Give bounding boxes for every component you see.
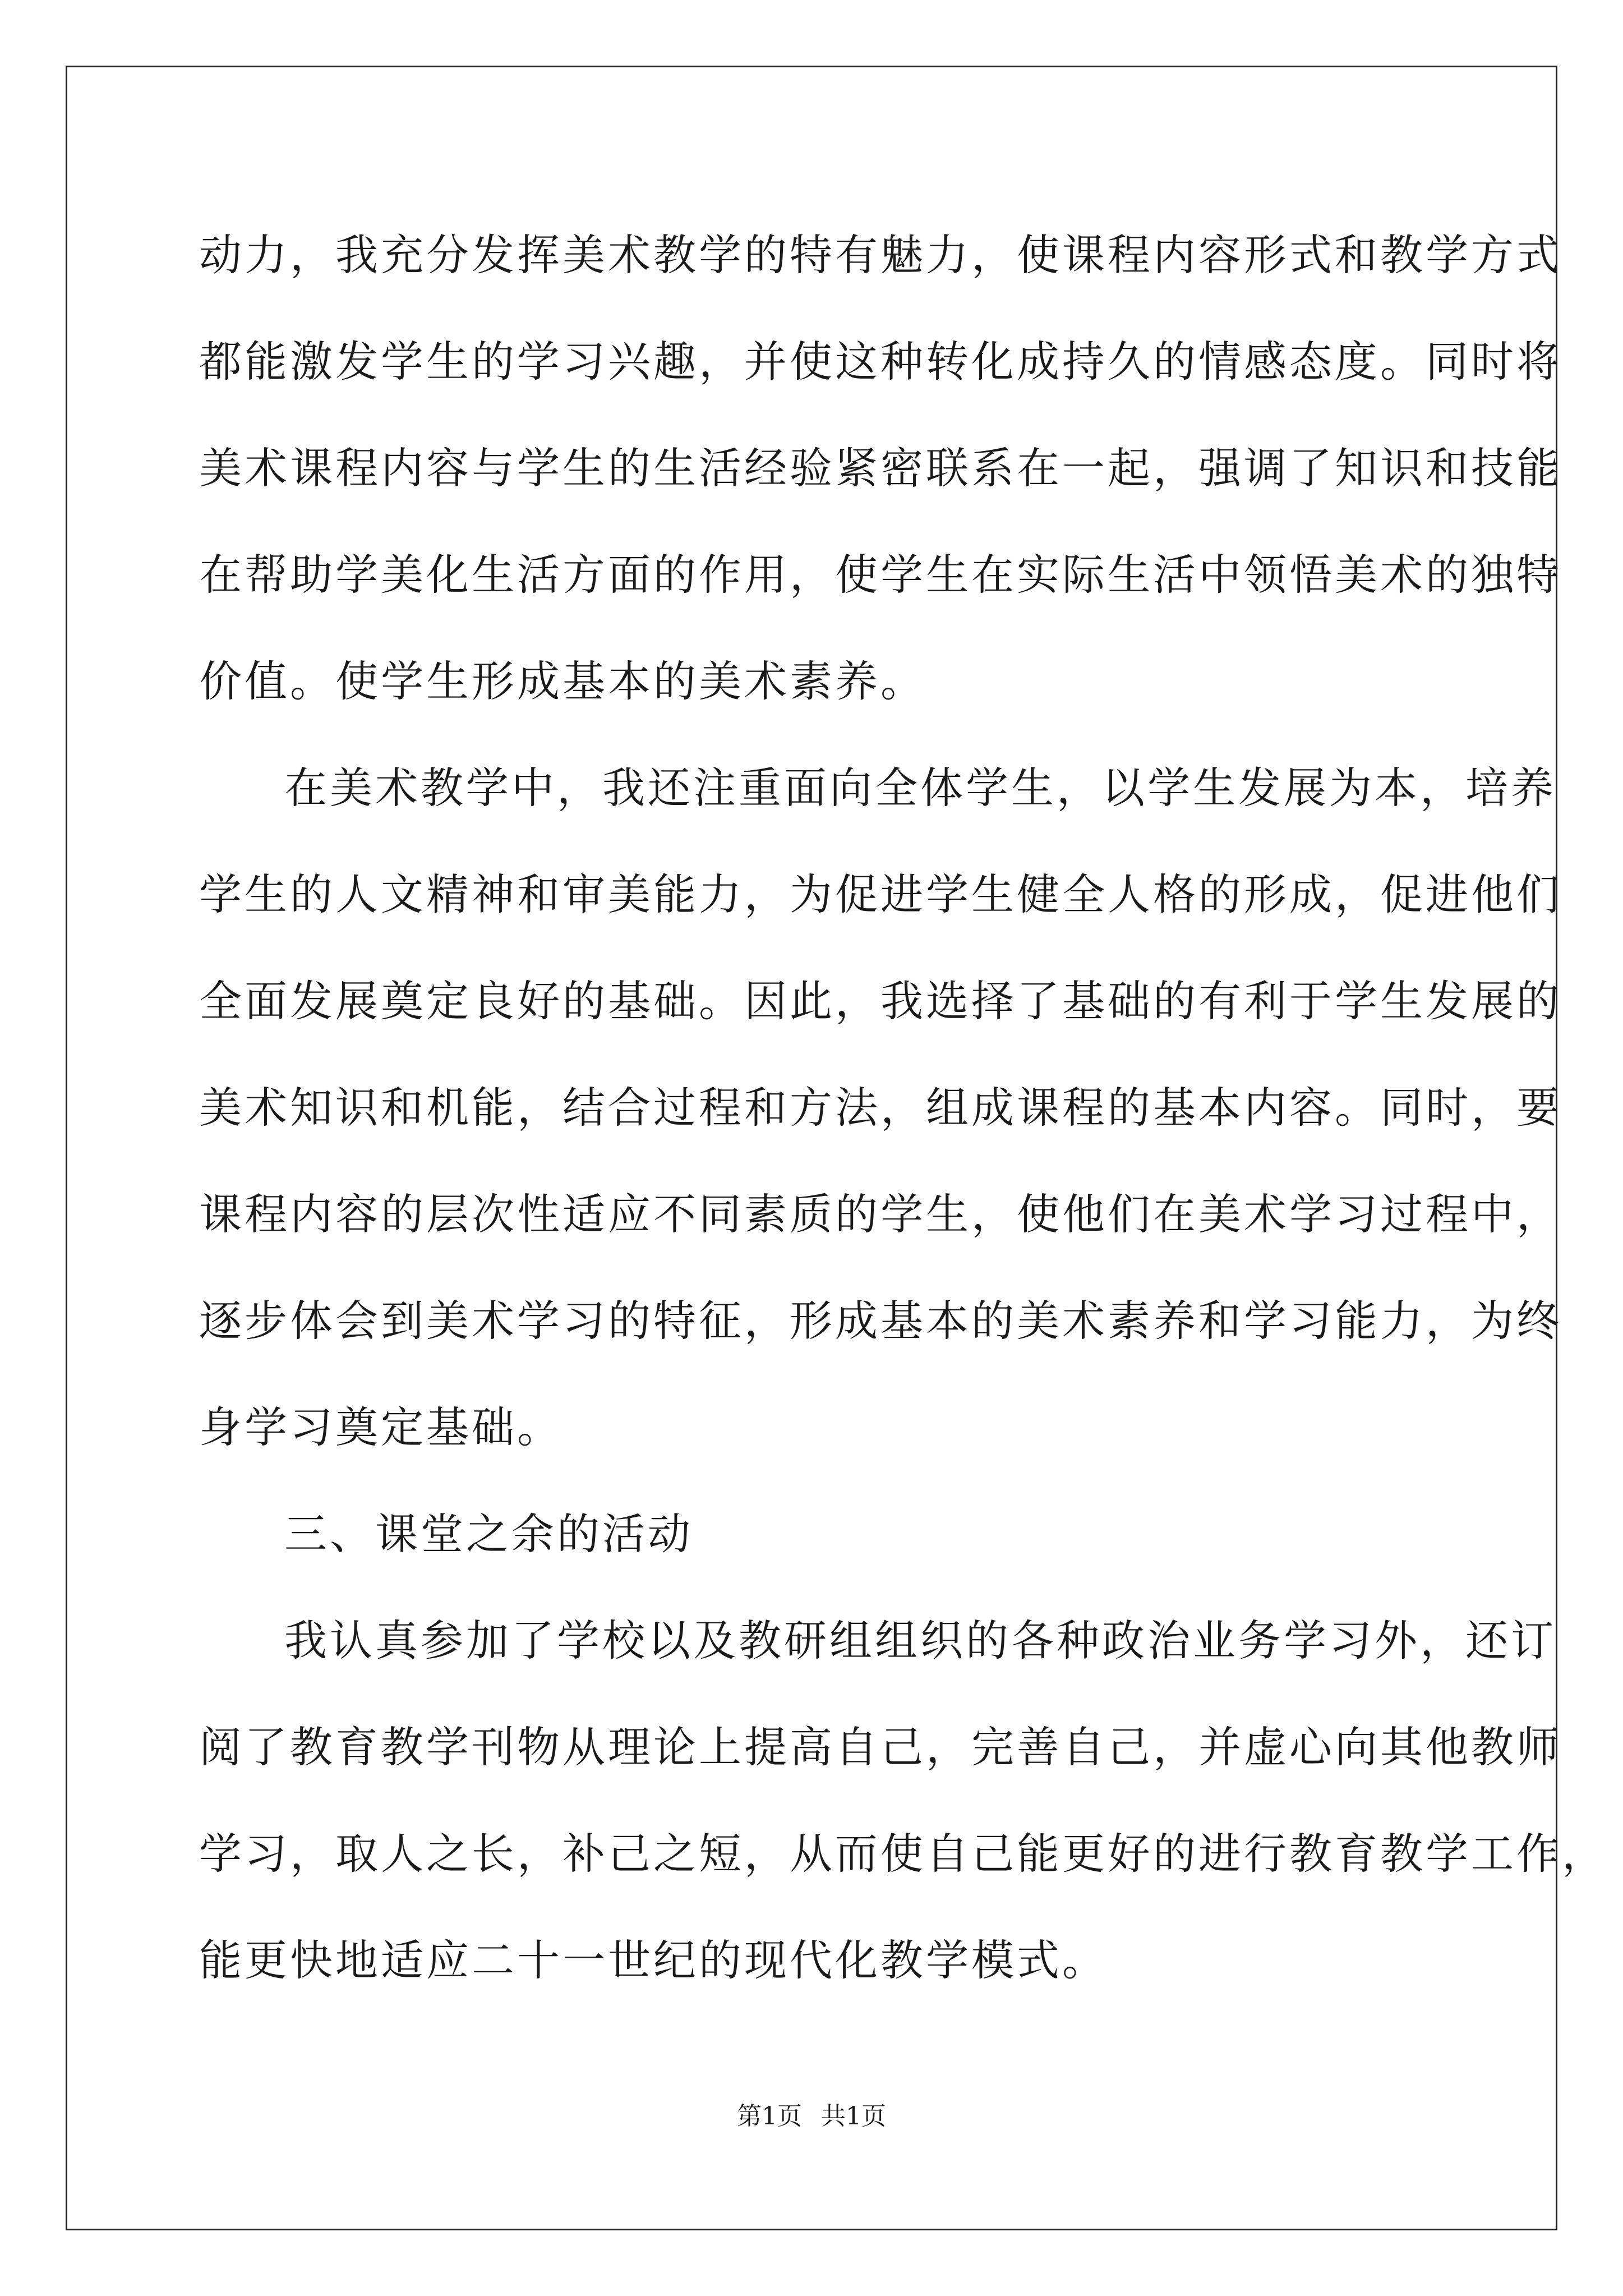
text-line: 阅了教育教学刊物从理论上提高自己，完善自己，并虚心向其他教师	[199, 1722, 1562, 1772]
text-line: 身学习奠定基础。	[199, 1402, 562, 1452]
page-number: 第1页	[737, 2102, 802, 2131]
text-line: 动力，我充分发挥美术教学的特有魅力，使课程内容形式和教学方式	[199, 230, 1562, 280]
text-line: 课程内容的层次性适应不同素质的学生，使他们在美术学习过程中，	[199, 1189, 1562, 1239]
text-line: 在帮助学美化生活方面的作用，使学生在实际生活中领悟美术的独特	[199, 550, 1562, 600]
text-line: 学习，取人之长，补己之短，从而使自己能更好的进行教育教学工作，	[199, 1829, 1607, 1879]
page-total: 共1页	[821, 2102, 886, 2131]
page-footer	[0, 2096, 1623, 2132]
text-line: 在美术教学中，我还注重面向全体学生，以学生发展为本，培养	[284, 763, 1556, 813]
text-line: 三、课堂之余的活动	[284, 1509, 693, 1559]
text-line: 能更快地适应二十一世纪的现代化教学模式。	[199, 1935, 1108, 1985]
document-body	[199, 202, 1607, 2014]
text-line: 都能激发学生的学习兴趣，并使这种转化成持久的情感态度。同时将	[199, 337, 1562, 386]
text-line: 价值。使学生形成基本的美术素养。	[199, 656, 926, 706]
text-line: 美术知识和机能，结合过程和方法，组成课程的基本内容。同时，要	[199, 1083, 1562, 1133]
text-line: 全面发展奠定良好的基础。因此，我选择了基础的有利于学生发展的	[199, 976, 1562, 1026]
text-line: 美术课程内容与学生的生活经验紧密联系在一起，强调了知识和技能	[199, 443, 1562, 493]
text-line: 我认真参加了学校以及教研组组织的各种政治业务学习外，还订	[284, 1616, 1556, 1665]
text-line: 逐步体会到美术学习的特征，形成基本的美术素养和学习能力，为终	[199, 1296, 1562, 1346]
text-line: 学生的人文精神和审美能力，为促进学生健全人格的形成，促进他们	[199, 869, 1562, 919]
